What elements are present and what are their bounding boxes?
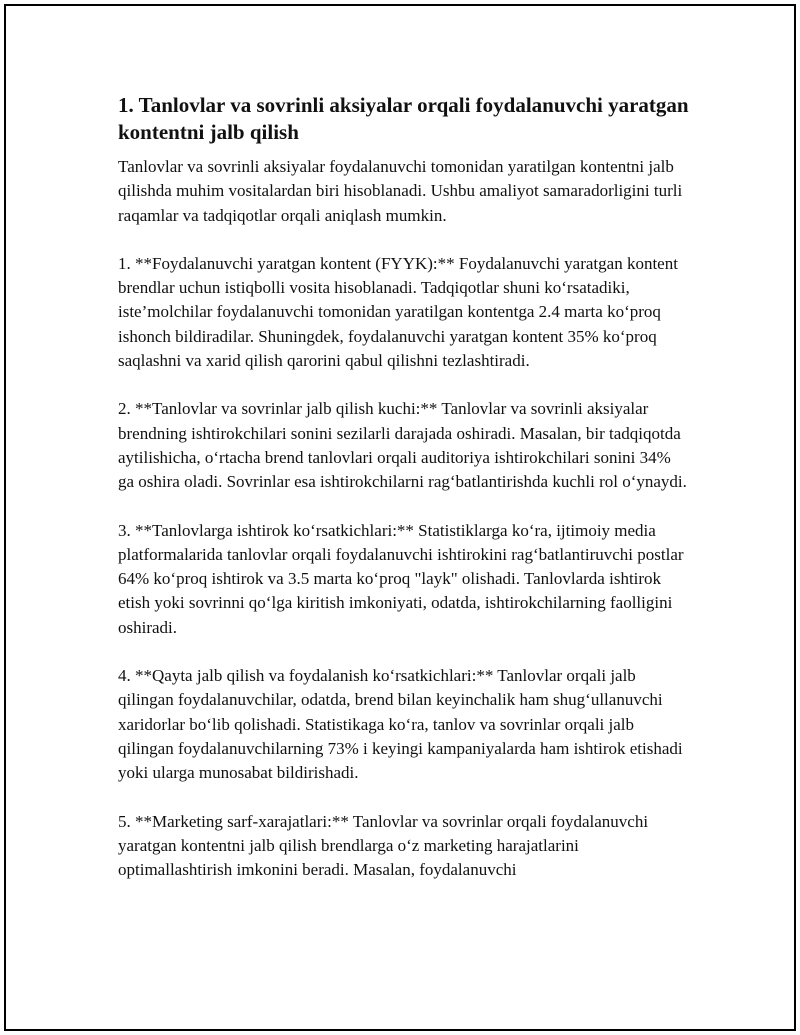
- paragraph-participation-metrics: 3. **Tanlovlarga ishtirok ko‘rsatkichlari:** Statistiklarga ko‘ra, ijtimoiy media platformalarida tanlovlar orqali foydalanuvchi ishtirokini rag‘batlantiruvchi postlar 64% ko‘proq ishtirok va 3.5 marta ko‘proq "layk" olishadi. Tanlovlarda ishtirok etish yoki sovrinni qo‘lga kiritish imkoniyati, odatda, ishtirokchilarning faolligini oshiradi.: [118, 520, 684, 637]
- paragraph-fyyk: 1. **Foydalanuvchi yaratgan kontent (FYYK):** Foydalanuvchi yaratgan kontent brendlar uchun istiqbolli vosita hisoblanadi. Tadqiqotlar shuni ko‘rsatadiki, iste’molchilar foydalanuvchi tomonidan yaratilgan kontentga 2.4 marta ko‘proq ishonch bildiradilar. Shuningdek, foydalanuvchi yaratgan kontent 35% ko‘proq saqlashni va xarid qilish qarorini qabul qilishni tezlashtiradi.: [118, 253, 678, 371]
- paragraph-marketing-costs: 5. **Marketing sarf-xarajatlari:** Tanlovlar va sovrinlar orqali foydalanuvchi yaratgan kontentni jalb qilish brendlarga o‘z marketing harajatlarini optimallashtirish imkonini beradi. Masalan, foydalanuvchi: [118, 811, 649, 880]
- section-heading: 1. Tanlovlar va sovrinli aksiyalar orqali foydalanuvchi yaratgan kontentni jalb qilish: [118, 93, 689, 144]
- document-body: [118, 92, 690, 906]
- paragraph-re-engagement: 4. **Qayta jalb qilish va foydalanish ko‘rsatkichlari:** Tanlovlar orqali jalb qilingan foydalanuvchilar, odatda, brend bilan keyinchalik ham shug‘ullanuvchi xaridorlar bo‘lib qolishadi. Statistikaga ko‘ra, tanlov va sovrinlar orqali jalb qilingan foydalanuvchilarning 73% i keyingi kampaniyalarda ham ishtirok etishadi yoki ularga munosabat bildirishadi.: [118, 666, 683, 783]
- paragraph-contest-power: 2. **Tanlovlar va sovrinlar jalb qilish kuchi:** Tanlovlar va sovrinli aksiyalar brendning ishtirokchilari sonini sezilarli darajada oshiradi. Masalan, bir tadqiqotda aytilishicha, o‘rtacha brend tanlovlari orqali auditoriya ishtirokchilari sonini 34% ga oshira oladi. Sovrinlar esa ishtirokchilarni rag‘batlantirishda kuchli rol o‘ynaydi.: [118, 399, 687, 492]
- intro-paragraph: Tanlovlar va sovrinli aksiyalar foydalanuvchi tomonidan yaratilgan kontentni jalb qilishda muhim vositalardan biri hisoblanadi. Ushbu amaliyot samaradorligini turli raqamlar va tadqiqotlar orqali aniqlash mumkin.: [118, 157, 683, 225]
